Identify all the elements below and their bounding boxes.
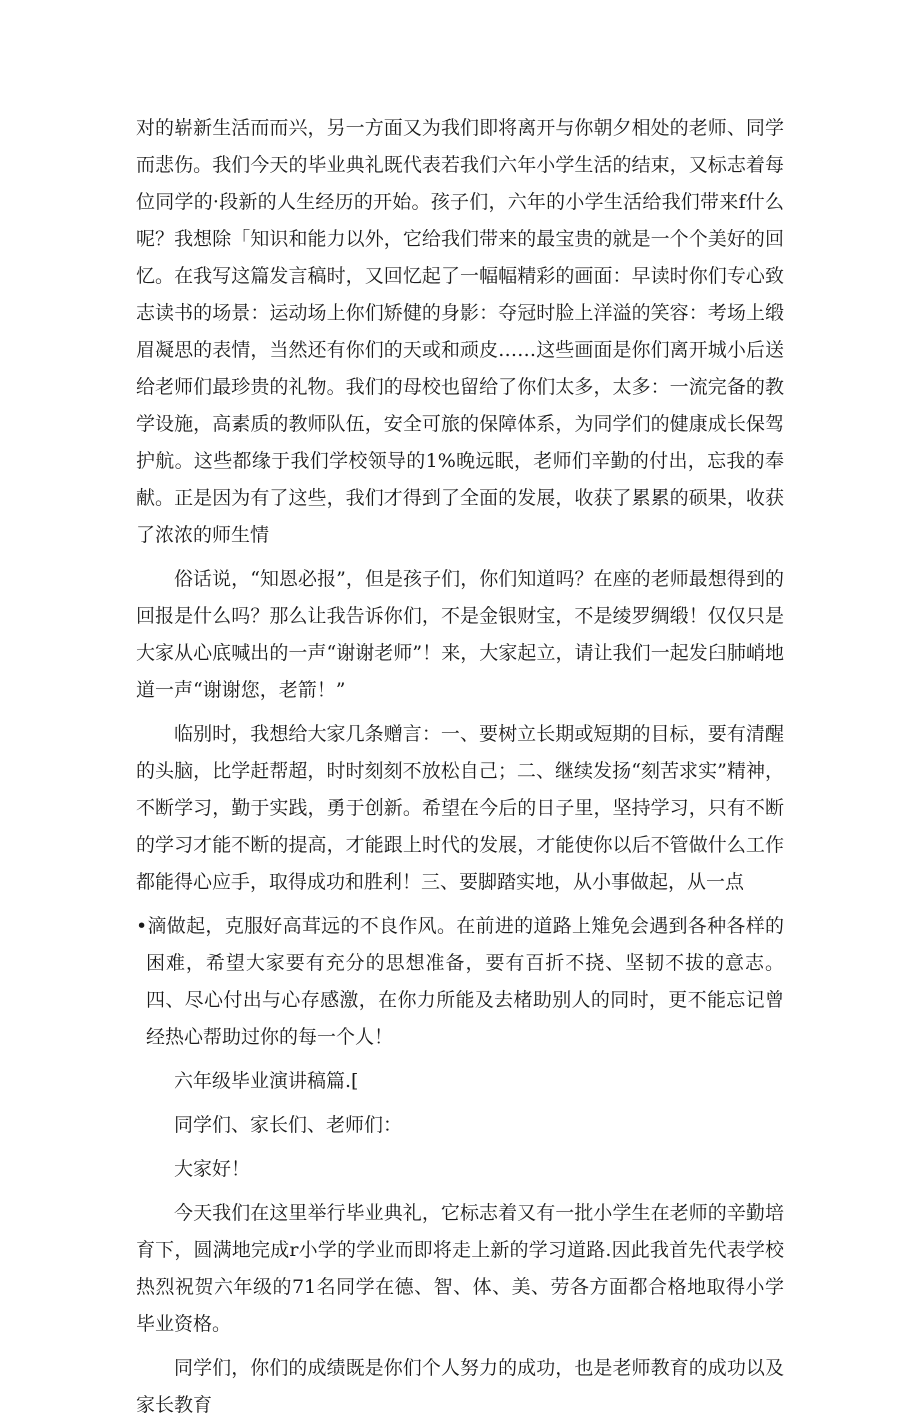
- paragraph-achievement: 同学们，你们的成绩既是你们个人努力的成功，也是老师教育的成功以及家长教育: [136, 1357, 784, 1416]
- section-heading: 六年级毕业演讲稿篇.[: [174, 1070, 359, 1092]
- paragraph-advice-continued: •滴做起，克服好高茸远的不良作风。在前进的道路上雉免会遇到各种各样的困难，希望大家要有充分的思想准备，要有百折不挠、坚韧不拔的意志。四、尽心付出与心存感激，在你力所能及去楮助别人的同时，更不能忘记曾经热心帮助过你的每一个人！: [136, 915, 784, 1048]
- paragraph-advice: 临别时，我想给大家几条赠言：一、要树立长期或短期的目标，要有清醒的头脑，比学赶帮超，时时刻刻不放松自己；二、继续发扬“刻苦求实”精神，不断学习，勤于实践，勇于创新。希望在今后的日子里，坚持学习，只有不断的学习才能不断的提高，才能跟上时代的发展，才能使你以后不管做什么工作都能得心应手，取得成功和胜利！三、要脚踏实地，从小事做起，从一点: [136, 723, 784, 893]
- paragraph-ceremony: 今天我们在这里举行毕业典礼，它标志着又有一批小学生在老师的辛勤培育下，圆满地完成r小学的学业而即将走上新的学习道路.因此我首先代表学校热烈祝贺六年级的71名同学在德、智、体、美、劳各方面都合格地取得小学毕业资格。: [136, 1202, 784, 1335]
- paragraph-gratitude: 俗话说，“知恩必报”，但是孩子们，你们知道吗？在座的老师最想得到的回报是什么吗？那么让我告诉你们，不是金银财宝，不是绫罗绸缎！仅仅只是大家从心底喊出的一声“谢谢老师”！来，大家起立，请让我们一起发臼肺峭地道一声“谢谢您，老箭！”: [136, 568, 784, 701]
- document-body: [136, 110, 784, 1424]
- paragraph-memories: 对的崭新生活而而兴，另一方面又为我们即将离开与你朝夕相处的老师、同学而悲伤。我们今天的毕业典礼既代表若我们六年小学生活的结束，又标志着每位同学的·段新的人生经历的开始。孩子们，六年的小学生活给我们带来f什么呢？我想除「知识和能力以外，它给我们带来的最宝贵的就是一个个美好的回忆。在我写这篇发言稿时，又回忆起了一幅幅精彩的画面：早读时你们专心致志读书的场景：运动场上你们矫健的身影：夺冠时脸上洋溢的笑容：考场上缎眉凝思的表情，当然还有你们的天或和顽皮……这些画面是你们离开城小后送给老师们最珍贵的礼物。我们的母校也留给了你们太多，太多：一流完备的教学设施，高素质的教师队伍，安全可旅的保障体系，为同学们的健康成长保驾护航。这些都缘于我们学校领导的1%晚远眠，老师们辛勤的付出，忘我的奉献。正是因为有了这些，我们才得到了全面的发展，收获了累累的硕果，收获了浓浓的师生情: [136, 117, 784, 546]
- salutation: 同学们、家长们、老师们：: [174, 1114, 403, 1136]
- greeting: 大家好！: [174, 1158, 251, 1180]
